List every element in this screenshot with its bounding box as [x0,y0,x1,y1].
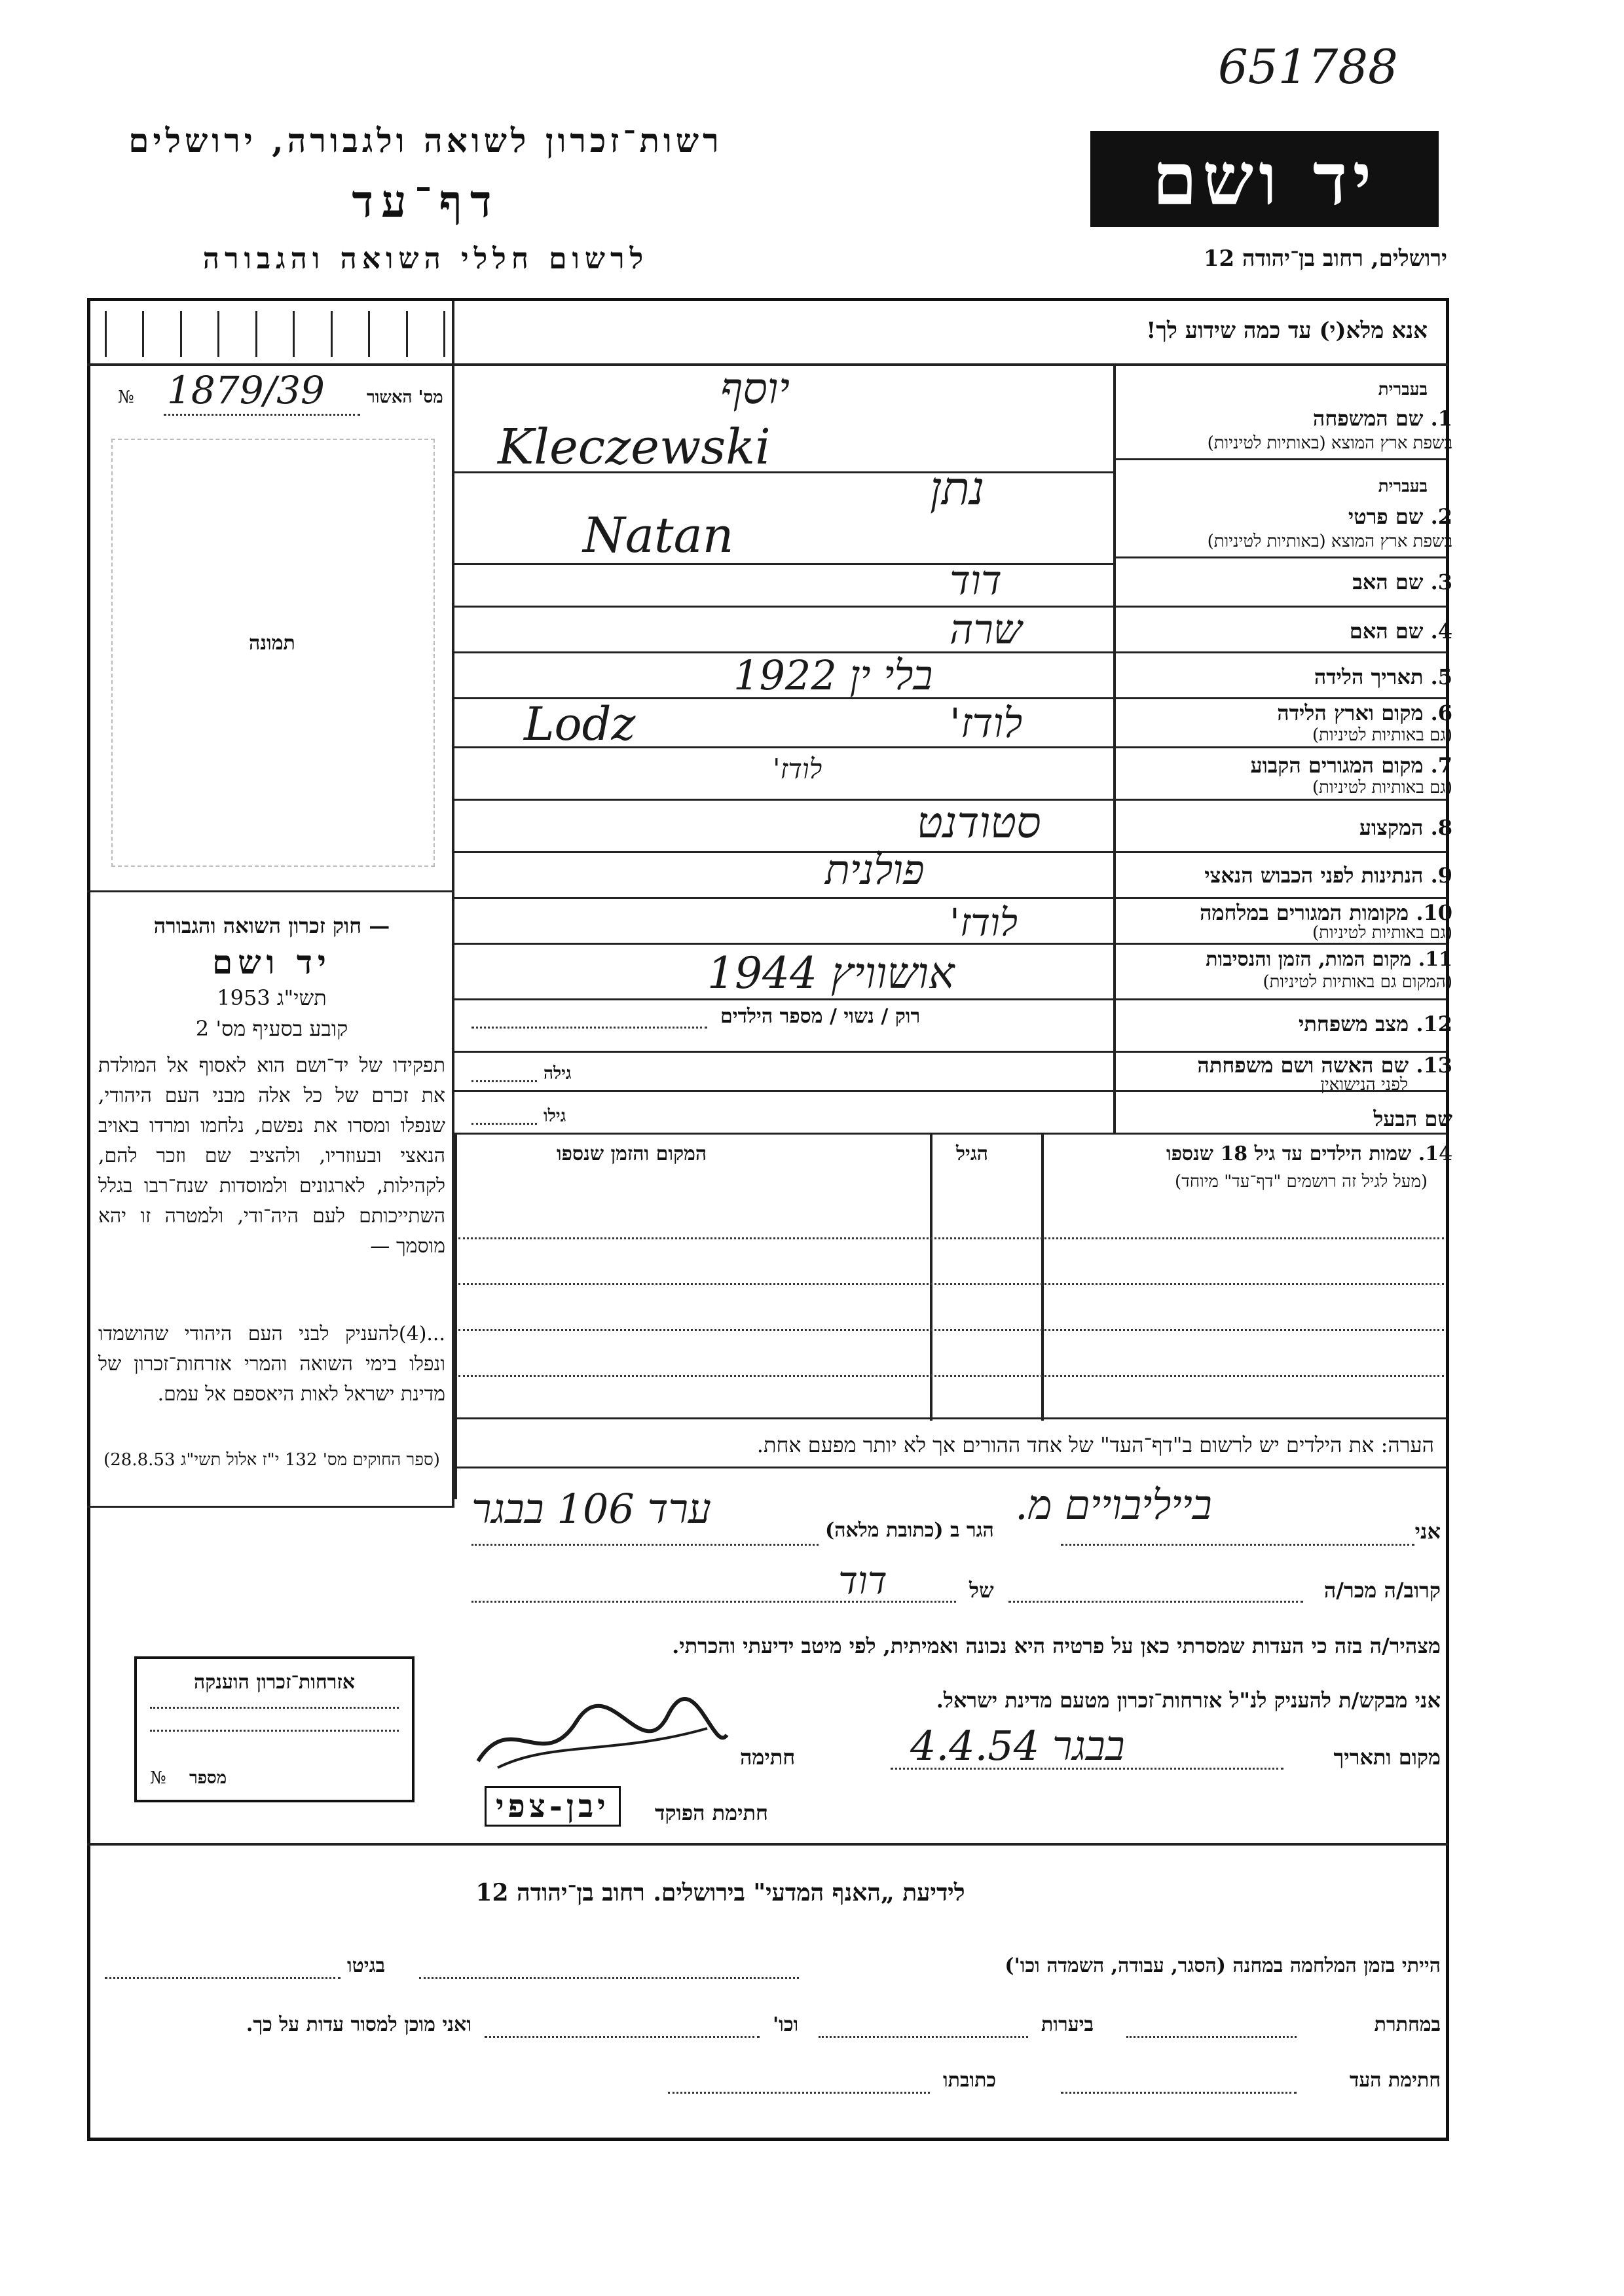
field-6-label: 6. מקום וארץ הלידה [1277,701,1452,725]
field-2-sub: בשפת ארץ המוצא (באותיות לטיניות) [1207,532,1452,551]
ticks [105,311,445,357]
field-1-value-hebrew: יוסף [720,363,790,414]
approval-number: 1879/39 [167,368,325,412]
field-husband-age-label: גילו [544,1106,566,1126]
field-10-value: לודז' [950,900,1018,945]
relation-value: דוד [838,1558,887,1603]
field-11-label: 11. מקום המות, הזמן והנסיבות [1206,948,1452,971]
footer-line2-d: ואני מוכן למסור עדות על כך. [246,2013,471,2036]
field-11-sub: (המקום גם באותיות לטיניות) [1263,972,1452,992]
field-3-label: 3. שם האב [1352,570,1452,594]
footer-line2-c: וכו' [773,2013,799,2036]
field-10-sub: (גם באותיות לטיניות) [1312,923,1452,943]
field-12-options: רוק / נשוי / מספר הילדים [720,1005,921,1028]
note: הערה: את הילדים יש לרשום ב"דף־העד" של אחד ההורים אך לא יותר מפעם אחת. [756,1432,1434,1457]
yad-vashem-logo: יד ושם [1090,131,1439,227]
footer-title: לידיעת „האנף המדעי" בירושלים. רחוב בן־יהודה 12 [475,1879,965,1906]
field-2-tag: בעברית [1378,477,1428,496]
signature-mark [471,1696,733,1781]
declarant-name: בייליבויים מ. [1015,1481,1212,1529]
signature-label: חתימה [740,1745,796,1770]
place-date-label: מקום ותאריך [1333,1745,1441,1770]
form-title: דף־עד [352,175,500,228]
declarant-resides-label: הגר ב (כתובת מלאה) [825,1519,994,1542]
footer-line3-a: חתימת העד [1349,2069,1441,2092]
field-2-value-hebrew: נתן [930,462,985,515]
declarant-address: ערד 106 בבגר [471,1485,711,1533]
children-sub: (מעל לגיל זה רושמים "דף־עד" מיוחד) [1175,1172,1428,1192]
field-1-label: 1. שם המשפחה [1312,406,1452,431]
instruction: אנא מלא(י) עד כמה שידוע לך! [1146,318,1428,344]
citizenship-box [134,1656,415,1802]
children-col-place: המקום והזמן שנספו [557,1142,707,1165]
approval-no-symbol: № [118,388,134,407]
law-clause: קובע בסעיף מס' 2 [195,1016,348,1041]
address: ירושלים, רחוב בן־יהודה 12 [1203,246,1447,272]
archive-number: 651788 [1218,39,1398,94]
org-line: רשות־זכרון לשואה ולגבורה, ירושלים [128,121,723,160]
field-7-sub: (גם באותיות לטיניות) [1312,778,1452,797]
law-ref: (ספר החוקים מס' 132 י"ז אלול תשי"ג 28.8.53) [103,1450,440,1470]
of-label: של [969,1578,994,1603]
field-13-label: 13. שם האשה ושם משפחתה [1197,1053,1452,1078]
form-subtitle: לרשום חללי השואה והגבורה [202,242,649,276]
field-1-value-latin: Kleczewski [498,419,771,475]
law-text: תפקידו של יד־ושם הוא לאסוף אל המולדת את זכרם של כל אלה מבני העם היהודי, שנפלו ומסרו את נפשם, נלחמו ומרדו באויב הנאצי ובעוזריו, ולהציב שם וזכר להם, לקהילות, לארגונים ולמוסדות שנח־רבו בגלל השתייכותם לעם היה־ודי, ולמטרה זו יהא מוסמך — [98,1054,445,1258]
field-2-value-latin: Natan [583,507,734,564]
field-6-value-latin: Lodz [524,697,636,751]
field-8-value: סטודנט [917,797,1041,848]
field-2-label: 2. שם פרטי [1348,504,1452,529]
footer-line3-b: כתובתו [943,2069,997,2092]
declare-text: מצהיר/ה בזה כי העדות שמסרתי כאן על פרטיה היא נכונה ואמיתית, לפי מיטב ידיעתי והכרתי. [672,1633,1441,1658]
field-4-label: 4. שם האם [1349,619,1452,644]
citizenship-number-label: מספר [189,1768,227,1788]
children-col-age: הגיל [956,1142,989,1165]
law-text-2: ...(4)להעניק לבני העם היהודי שהושמדו ונפלו בימי השואה והמרי אזרחות־זכרון של מדינת ישראל לאות היאספם אל עמם. [98,1322,445,1406]
field-5-label: 5. תאריך הלידה [1314,665,1452,689]
field-13-age-label: גילה [544,1064,572,1084]
law-title: — חוק זכרון השואה והגבורה [153,913,390,938]
field-9-value: פולנית [825,846,925,894]
field-7-label: 7. מקום המגורים הקבוע [1250,753,1452,778]
footer-line2-b: ביערות [1041,2013,1094,2036]
place-date-value: בבגר 4.4.54 [910,1722,1125,1770]
citizenship-number-symbol: № [150,1768,166,1788]
official-label: חתימת הפוקד [655,1800,768,1825]
field-husband-label: שם הבעל [1373,1106,1452,1131]
footer-line1-b: בגיטו [347,1954,386,1977]
law-year: תשי"ג 1953 [217,985,327,1010]
field-9-label: 9. הנתינות לפני הכבוש הנאצי [1204,863,1452,888]
relation-label: קרוב/ה מכר/ה [1323,1578,1441,1603]
field-11-value: אושוויץ 1944 [707,948,955,998]
citizenship-title: אזרחות־זכרון הוענקה [193,1671,356,1694]
children-label: 14. שמות הילדים עד גיל 18 שנספו [1166,1142,1452,1165]
field-13-sub: לפני הנישואין [1320,1075,1408,1095]
field-6-sub: (גם באותיות לטיניות) [1312,725,1452,745]
field-12-label: 12. מצב משפחתי [1299,1011,1452,1036]
field-1-sub: בשפת ארץ המוצא (באותיות לטיניות) [1207,433,1452,453]
field-1-tag: בעברית [1378,380,1428,399]
request-text: אני מבקש/ת להעניק לנ"ל אזרחות־זכרון מטעם מדינת ישראל. [936,1688,1441,1713]
field-8-label: 8. המקצוע [1359,815,1452,840]
photo-label: תמונה [249,632,295,655]
field-7-value: לודז' [773,753,822,785]
field-6-value: לודז' [950,699,1023,747]
approval-label: מס' האשור [367,388,443,407]
field-4-value: שרה [950,606,1022,653]
declarant-prefix: אני [1414,1519,1441,1544]
law-name: יד ושם [212,943,331,981]
field-3-value: דוד [950,556,1002,604]
field-10-label: 10. מקומות המגורים במלחמה [1200,900,1452,925]
field-5-value: בלי ין 1922 [733,651,933,699]
footer-line1-a: הייתי בזמן המלחמה במחנה (הסגר, עבודה, השמדה וכו') [1005,1954,1441,1977]
photo-area [111,439,435,867]
footer-line2-a: במחתרת [1374,2013,1441,2036]
official-stamp: יבן-צפי [485,1786,621,1827]
